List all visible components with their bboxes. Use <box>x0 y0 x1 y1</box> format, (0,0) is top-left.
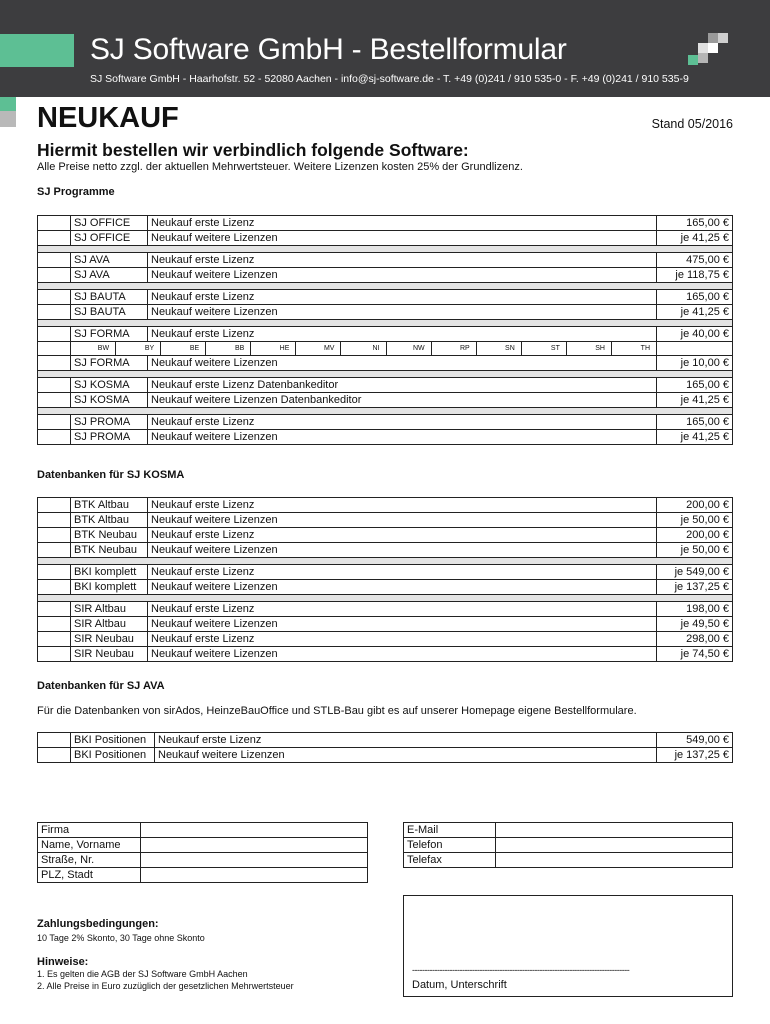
programs-table <box>37 215 733 445</box>
label-city: PLZ, Stadt <box>38 868 141 883</box>
table-row: SJ FORMA Neukauf weitere Lizenzen je 10,00 € <box>38 356 733 371</box>
order-checkbox[interactable] <box>38 393 71 408</box>
separator-row <box>38 246 733 253</box>
order-heading: Hiermit bestellen wir verbindlich folgende Software: <box>37 140 469 160</box>
table-row: BKI Positionen Neukauf erste Lizenz 549,00 € <box>38 733 733 748</box>
side-strip-accent <box>0 97 16 111</box>
email-field[interactable] <box>496 823 733 838</box>
state-option-st[interactable]: ST <box>522 342 567 355</box>
order-checkbox[interactable] <box>38 498 71 513</box>
order-checkbox[interactable] <box>38 290 71 305</box>
order-checkbox[interactable] <box>38 543 71 558</box>
order-checkbox[interactable] <box>38 748 71 763</box>
table-row: SJ KOSMA Neukauf erste Lizenz Datenbankeditor 165,00 € <box>38 378 733 393</box>
state-option-he[interactable]: HE <box>251 342 296 355</box>
fax-field[interactable] <box>496 853 733 868</box>
order-checkbox[interactable] <box>38 513 71 528</box>
order-checkbox[interactable] <box>38 253 71 268</box>
separator-row <box>38 595 733 602</box>
state-option-bw[interactable]: BW <box>71 342 116 355</box>
table-row: SJ BAUTA Neukauf erste Lizenz 165,00 € <box>38 290 733 305</box>
table-row: BTK Altbau Neukauf erste Lizenz 200,00 € <box>38 498 733 513</box>
order-checkbox[interactable] <box>38 617 71 632</box>
table-row: BKI komplett Neukauf weitere Lizenzen je 137,25 € <box>38 580 733 595</box>
firma-field[interactable] <box>141 823 368 838</box>
ava-db-table <box>37 732 733 763</box>
order-checkbox[interactable] <box>38 327 71 342</box>
order-checkbox[interactable] <box>38 632 71 647</box>
state-option-mv[interactable]: MV <box>296 342 341 355</box>
state-option-ni[interactable]: NI <box>341 342 386 355</box>
table-row: SJ PROMA Neukauf weitere Lizenzen je 41,25 € <box>38 430 733 445</box>
section-kosma-db: Datenbanken für SJ KOSMA <box>37 469 185 481</box>
table-row: BTK Neubau Neukauf weitere Lizenzen je 50,00 € <box>38 543 733 558</box>
table-row: SIR Altbau Neukauf erste Lizenz 198,00 € <box>38 602 733 617</box>
table-row: BTK Neubau Neukauf erste Lizenz 200,00 € <box>38 528 733 543</box>
table-row: SJ OFFICE Neukauf erste Lizenz 165,00 € <box>38 216 733 231</box>
separator-row <box>38 408 733 415</box>
state-option-th[interactable]: TH <box>640 345 651 352</box>
order-checkbox[interactable] <box>38 580 71 595</box>
order-checkbox[interactable] <box>38 733 71 748</box>
state-option-sn[interactable]: SN <box>477 342 522 355</box>
customer-form-left <box>37 822 368 883</box>
label-email: E-Mail <box>404 823 496 838</box>
table-row: SIR Altbau Neukauf weitere Lizenzen je 49,50 € <box>38 617 733 632</box>
table-row: BKI komplett Neukauf erste Lizenz je 549,00 € <box>38 565 733 580</box>
header-banner <box>0 0 770 97</box>
state-option-rp[interactable]: RP <box>432 342 477 355</box>
separator-row <box>38 283 733 290</box>
state-option-bb[interactable]: BB <box>206 342 251 355</box>
customer-form-right <box>403 822 733 868</box>
state-option-sh[interactable]: SH <box>567 342 612 355</box>
name-field[interactable] <box>141 838 368 853</box>
separator-row <box>38 558 733 565</box>
label-phone: Telefon <box>404 838 496 853</box>
label-street: Straße, Nr. <box>38 853 141 868</box>
order-checkbox[interactable] <box>38 378 71 393</box>
phone-field[interactable] <box>496 838 733 853</box>
signature-box[interactable] <box>403 895 733 997</box>
version-date: Stand 05/2016 <box>651 117 733 131</box>
hints-title: Hinweise: <box>37 956 89 968</box>
table-row: BTK Altbau Neukauf weitere Lizenzen je 50,00 € <box>38 513 733 528</box>
separator-row <box>38 320 733 327</box>
street-field[interactable] <box>141 853 368 868</box>
order-checkbox[interactable] <box>38 647 71 662</box>
order-checkbox[interactable] <box>38 305 71 320</box>
table-row: BKI Positionen Neukauf weitere Lizenzen je 137,25 € <box>38 748 733 763</box>
ava-db-note: Für die Datenbanken von sirAdos, HeinzeBauOffice und STLB-Bau gibt es auf unserer Homepage eigene Bestellformulare. <box>37 705 637 717</box>
signature-label: Datum, Unterschrift <box>412 979 507 991</box>
order-checkbox[interactable] <box>38 356 71 371</box>
accent-bar <box>0 34 74 67</box>
table-row: SJ AVA Neukauf erste Lizenz 475,00 € <box>38 253 733 268</box>
order-checkbox[interactable] <box>38 216 71 231</box>
price-note: Alle Preise netto zzgl. der aktuellen Mehrwertsteuer. Weitere Lizenzen kosten 25% der Grundlizenz. <box>37 161 523 173</box>
table-row: SJ AVA Neukauf weitere Lizenzen je 118,75 € <box>38 268 733 283</box>
order-checkbox[interactable] <box>38 528 71 543</box>
order-checkbox[interactable] <box>38 415 71 430</box>
state-option-nw[interactable]: NW <box>387 342 432 355</box>
payment-terms: 10 Tage 2% Skonto, 30 Tage ohne Skonto <box>37 933 205 943</box>
states-row <box>38 342 733 356</box>
hint-item: 2. Alle Preise in Euro zuzüglich der gesetzlichen Mehrwertsteuer <box>37 981 294 991</box>
table-row: SJ BAUTA Neukauf weitere Lizenzen je 41,25 € <box>38 305 733 320</box>
city-field[interactable] <box>141 868 368 883</box>
signature-line: --------------------------------------------------------------------------------------- <box>412 965 630 975</box>
table-row: SJ PROMA Neukauf erste Lizenz 165,00 € <box>38 415 733 430</box>
section-ava-db: Datenbanken für SJ AVA <box>37 680 165 692</box>
order-checkbox[interactable] <box>38 602 71 617</box>
label-name: Name, Vorname <box>38 838 141 853</box>
order-checkbox[interactable] <box>38 565 71 580</box>
state-option-by[interactable]: BY <box>116 342 161 355</box>
label-fax: Telefax <box>404 853 496 868</box>
kosma-db-table <box>37 497 733 662</box>
table-row: SIR Neubau Neukauf weitere Lizenzen je 74,50 € <box>38 647 733 662</box>
order-checkbox[interactable] <box>38 430 71 445</box>
order-checkbox[interactable] <box>38 268 71 283</box>
page-title: NEUKAUF <box>37 102 179 134</box>
hint-item: 1. Es gelten die AGB der SJ Software GmbH Aachen <box>37 969 248 979</box>
label-firma: Firma <box>38 823 141 838</box>
header-title: SJ Software GmbH - Bestellformular <box>90 33 567 66</box>
separator-row <box>38 371 733 378</box>
table-row: SJ KOSMA Neukauf weitere Lizenzen Datenbankeditor je 41,25 € <box>38 393 733 408</box>
header-contact-line: SJ Software GmbH - Haarhofstr. 52 - 52080 Aachen - info@sj-software.de - T. +49 (0)241 / 910 535-0 - F. +49 (0)241 / 910 535-9 <box>90 73 689 85</box>
table-row: SJ FORMA Neukauf erste Lizenz je 40,00 € <box>38 327 733 342</box>
table-row: SIR Neubau Neukauf erste Lizenz 298,00 € <box>38 632 733 647</box>
order-checkbox[interactable] <box>38 231 71 246</box>
table-row: SJ OFFICE Neukauf weitere Lizenzen je 41,25 € <box>38 231 733 246</box>
section-sj-programme: SJ Programme <box>37 186 115 198</box>
state-option-be[interactable]: BE <box>161 342 206 355</box>
logo-squares-icon <box>686 33 736 73</box>
payment-title: Zahlungsbedingungen: <box>37 918 159 930</box>
